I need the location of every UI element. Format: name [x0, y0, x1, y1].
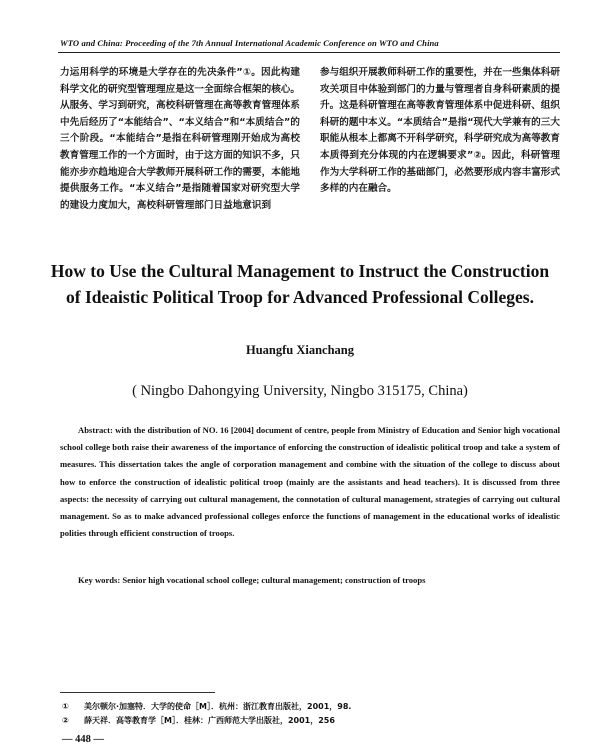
footnote-text: 薛天祥．高等教育学［M］．桂林：广西师范大学出版社，2001，256 [84, 716, 335, 725]
footnotes [62, 700, 562, 728]
abstract [60, 422, 560, 542]
abstract-label: Abstract: [78, 425, 113, 435]
paper-title-line-2: of Ideaistic Political Troop for Advanced Professional Colleges. [66, 287, 534, 307]
body-column-left [60, 65, 300, 214]
abstract-text: with the distribution of NO. 16 [2004] document of centre, people from Ministry of Education and Senior high vocational school college both raise their awareness of the importance of enforcing the construction of idealistic political troop and take a system of measures. This dissertation takes the angle of corporation management and combine with the situation of the college to discuss about how to enforce the construction of idealistic political troop (mainly are the assistants and head teachers). It is discussed from three aspects: the necessity of carrying out cultural management, the connotation of cultural management, strategies of carrying out cultural management. So as to make advanced professional colleges enforce the functions of management in the educational works of idealistic polities through efficient construction of troops. [60, 425, 561, 539]
body-paragraph-left: 力运用科学的环境是大学存在的先决条件”①。因此构建科学文化的研究型管理理应是这一全面综合框架的核心。从服务、学习到研究，高校科研管理在高等教育管理体系中先后经历了“本能结合”、“本义结合”和“本质结合”的三个阶段。“本能结合”是指在科研管理刚开始成为高校教育管理工作的一个方面时，由于这方面的知识不多，只能亦步亦趋地迎合大学教师开展科研工作的需要，本能地提供服务工作。“本义结合”是指随着国家对研究型大学的建设力度加大，高校科研管理部门日益地意识到 [60, 67, 300, 211]
body-paragraph-right: 参与组织开展教师科研工作的重要性，并在一些集体科研攻关项目中体验到部门的力量与管理者自身科研素质的提升。这是科研管理在高等教育管理体系中促进科研、组织科研的题中本义。“本质结合”是指“现代大学兼有的三大职能从根本上都离不开科学研究，科学研究成为高等教育本质得到充分体现的内在逻辑要求”②。因此，科研管理作为大学科研工作的基础部门，必然要形成内容丰富形式多样的内在融合。 [320, 67, 560, 195]
footnote-mark: ① [62, 702, 69, 711]
paper-title [40, 258, 560, 310]
body-column-right [320, 65, 560, 198]
keywords-label: Key words: [78, 575, 121, 585]
body-columns [60, 65, 560, 240]
header-rule [58, 52, 560, 53]
keywords [78, 575, 560, 585]
footnote-2 [62, 714, 562, 728]
footnote-rule [60, 692, 215, 693]
footnote-1 [62, 700, 562, 714]
author-affiliation: ( Ningbo Dahongying University, Ningbo 315175, China) [132, 383, 468, 399]
footnote-mark: ② [62, 716, 69, 725]
footnote-text: 美尔顿尔·加塞特．大学的使命［M］．杭州：浙江教育出版社，2001，98. [84, 702, 352, 711]
running-header: WTO and China: Proceeding of the 7th Annual International Academic Conference on WTO and China [60, 38, 439, 48]
keywords-text: Senior high vocational school college; cultural management; construction of troops [122, 575, 426, 585]
paper-title-line-1: How to Use the Cultural Management to Instruct the Construction [50, 261, 550, 281]
page-number: — 448 — [62, 734, 104, 745]
author-name: Huangfu Xianchang [245, 343, 355, 357]
